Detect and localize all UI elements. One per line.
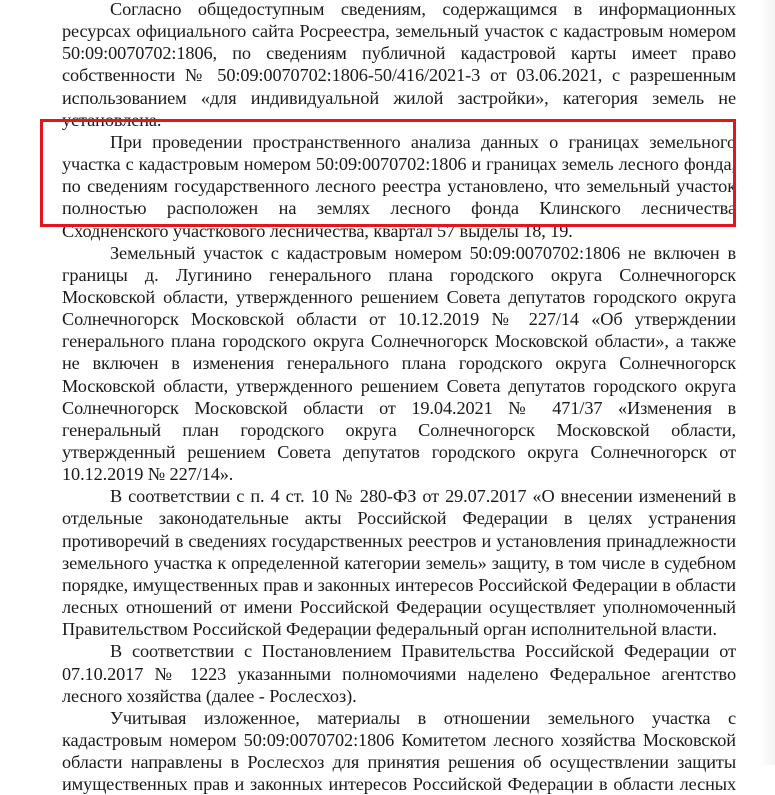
- text-line: Московской области, утвержденного решением Совета депутатов городского округа: [62, 375, 736, 396]
- text-line: порядке, имущественных прав и законных интересов Российской Федерации в области: [62, 574, 736, 595]
- text-line: земельного участка к определенной категории земель» защиту, в том числе в судебном: [62, 552, 736, 573]
- text-line: не включен в изменения генерального плана городского округа Солнечногорск: [62, 353, 736, 374]
- text-line: Правительством Российской Федерации федеральный орган исполнительной власти.: [62, 619, 717, 640]
- text-line: использованием «для индивидуальной жилой застройки», категория земель не: [62, 87, 736, 108]
- text-line: лесного хозяйства (далее - Рослесхоз).: [62, 685, 357, 706]
- text-line: участка с кадастровым номером 50:09:0070702:1806 и границах земель лесного фонда,: [62, 154, 736, 175]
- text-line: границы д. Лугинино генерального плана городского округа Солнечногорск: [62, 264, 736, 285]
- text-line: Солнечногорск Московской области от 10.12.2019 № 227/14 «Об утверждении: [62, 309, 736, 330]
- text-line: В соответствии с Постановлением Правительства Российской Федерации от: [110, 641, 736, 662]
- text-line: Земельный участок с кадастровым номером 50:09:0070702:1806 не включен в: [110, 242, 736, 263]
- text-line: полностью расположен на землях лесного фонда Клинского лесничества: [62, 198, 736, 219]
- text-line: 50:09:0070702:1806, по сведениям публичной кадастровой карты имеет право: [62, 43, 736, 64]
- text-line: собственности № 50:09:0070702:1806-50/416/2021-3 от 03.06.2021, с разрешенным: [62, 65, 736, 86]
- text-line: В соответствии с п. 4 ст. 10 № 280-ФЗ от 29.07.2017 «О внесении изменений в: [110, 486, 736, 507]
- text-line: Сходненского участкового лесничества, квартал 57 выделы 18, 19.: [62, 220, 573, 241]
- text-line: установлена.: [62, 109, 162, 130]
- text-line: области направлены в Рослесхоз для принятия решения об осуществлении защиты: [62, 752, 736, 773]
- text-line: ресурсах официального сайта Росреестра, земельный участок с кадастровым номером: [62, 21, 736, 42]
- text-line: лесных отношений от имени Российской Федерации осуществляет уполномоченный: [62, 597, 736, 618]
- text-line: противоречий в сведениях государственных реестров и установления принадлежности: [62, 530, 736, 551]
- text-line: 07.10.2017 № 1223 указанными полномочиями наделено Федеральное агентство: [62, 663, 736, 684]
- page-edge-shadow: [761, 0, 775, 765]
- text-line: кадастровым номером 50:09:0070702:1806 Комитетом лесного хозяйства Московской: [62, 729, 736, 750]
- text-line: по сведениям государственного лесного реестра установлено, что земельный участок: [62, 176, 736, 197]
- text-line: При проведении пространственного анализа данных о границах земельного: [110, 131, 736, 152]
- text-line: Солнечногорск Московской области от 19.04.2021 № 471/37 «Изменения в: [62, 397, 736, 418]
- text-line: имущественных прав и законных интересов Российской Федерации в области лесных: [62, 774, 736, 795]
- text-line: генеральный план городского округа Солнечногорск Московской области,: [62, 419, 736, 440]
- text-line: Учитывая изложенное, материалы в отношении земельного участка с: [110, 707, 736, 728]
- highlight-frame: [40, 119, 736, 227]
- text-line: утвержденный решением Совета депутатов городского округа Солнечногорск от: [62, 442, 736, 462]
- text-line: отдельные законодательные акты Российской Федерации в целях устранения: [62, 508, 736, 529]
- text-line: Согласно общедоступным сведениям, содержащимся в информационных: [110, 0, 736, 19]
- text-line: генерального плана городского округа Солнечногорск Московской области», а также: [62, 331, 736, 352]
- text-line: Московской области, утвержденного решением Совета депутатов городского округа: [62, 286, 736, 307]
- text-line: 10.12.2019 № 227/14».: [62, 464, 234, 485]
